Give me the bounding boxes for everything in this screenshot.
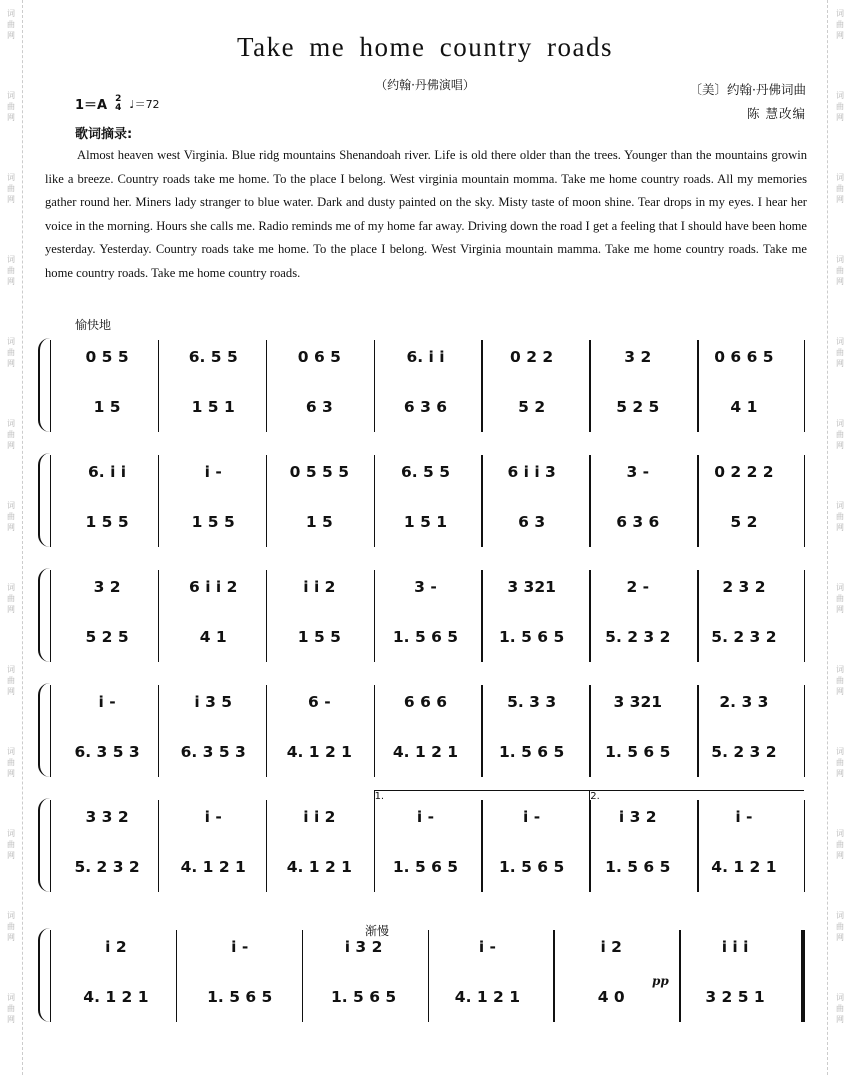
measure: i i i <box>721 938 749 956</box>
bass-line <box>54 511 797 533</box>
measure: 0 2 2 2 <box>714 463 774 481</box>
measure: 1. 5 6 5 <box>207 988 273 1006</box>
barline <box>801 930 805 1022</box>
measure: 5 2 <box>730 513 758 531</box>
watermark-text: 词 曲 网 <box>7 747 15 778</box>
watermark-text: 词 曲 网 <box>7 255 15 286</box>
measure: 3 - <box>626 463 650 481</box>
measure: 5 2 <box>518 398 546 416</box>
measure: 1 5 5 <box>191 513 235 531</box>
measure: 6 i i 2 <box>189 578 238 596</box>
measure: 5 2 5 <box>85 628 129 646</box>
bass-line <box>54 741 797 763</box>
lyrics-heading: 歌词摘录: <box>75 127 133 142</box>
watermark-text: 词 曲 网 <box>836 501 844 532</box>
barline <box>50 800 51 892</box>
melody-line <box>54 691 797 713</box>
measure: 1 5 <box>305 513 333 531</box>
measure: i i 2 <box>303 808 336 826</box>
measure: 5. 2 3 2 <box>74 858 140 876</box>
watermark-text: 词 曲 网 <box>836 173 844 204</box>
measure: i - <box>204 808 222 826</box>
measure: 1. 5 6 5 <box>392 858 459 876</box>
score-system <box>42 930 805 1022</box>
measure: 1. 5 6 5 <box>499 858 565 876</box>
time-signature <box>115 95 121 113</box>
watermark-text: 词 曲 网 <box>7 173 15 204</box>
barline <box>50 930 51 1022</box>
measure: 0 6 6 5 <box>714 348 774 366</box>
lyrics-excerpt: Almost heaven west Virginia. Blue ridg mountains Shenandoah river. Life is old there older than the trees. Younger than the mountains growin like a breeze. Country roads take me home. To the place I belong. West virginia mountain momma. Take me home country roads. All my memories gather round her. Miners lady stranger to blue water. Dark and dusty painted on the sky. Misty taste of moon shine. Tear drops in my eyes. I hear her voice in the morning. Hours she calls me. Radio reminds me of my home far away. Driving down the road I get a feeling that I should have been home yesterday. Yesterday. Country roads take me home. To the place I belong. West Virginia mountain mamma. Take me home country roads. Take me home country roads. Take me home country roads. <box>45 148 807 280</box>
measure: i 3 2 <box>344 938 383 956</box>
song-title: Take me home country roads <box>236 32 613 62</box>
measure: i 3 2 <box>618 808 657 826</box>
bass-line <box>54 396 797 418</box>
measure: 0 2 2 <box>510 348 554 366</box>
measure: 1 5 1 <box>191 398 235 416</box>
measure: 3 321 <box>507 578 556 596</box>
performer-subtitle: （约翰·丹佛演唱） <box>375 78 475 92</box>
watermark-text: 词 曲 网 <box>7 911 15 942</box>
measure: 1. 5 6 5 <box>605 743 671 761</box>
measure: i 2 <box>105 938 127 956</box>
score-system <box>42 455 805 547</box>
measure: i - <box>478 938 496 956</box>
arranger-credit: 陈 慧改编 <box>747 106 806 121</box>
measure: i 3 5 <box>194 693 233 711</box>
measure: i i 2 <box>303 578 336 596</box>
measure: 4. 1 2 1 <box>83 988 149 1006</box>
measure: 6 3 6 <box>616 513 660 531</box>
watermark-text: 词 曲 网 <box>7 9 15 40</box>
watermark-text: 词 曲 网 <box>7 91 15 122</box>
watermark-text: 词 曲 网 <box>7 419 15 450</box>
expression-ritardando: 渐慢 <box>365 924 390 938</box>
measure: i - <box>735 808 753 826</box>
barline <box>804 800 805 892</box>
measure: 5. 2 3 2 <box>711 743 777 761</box>
measure: 1 5 5 <box>297 628 341 646</box>
measure: 3 - <box>414 578 437 596</box>
measure: 6. 5 5 <box>400 463 451 481</box>
score-system <box>42 685 805 777</box>
barline <box>50 685 51 777</box>
watermark-text: 词 曲 网 <box>7 829 15 860</box>
measure: 3 2 5 1 <box>705 988 765 1006</box>
measure: 6. 3 5 3 <box>180 743 246 761</box>
key-and-tempo <box>75 94 160 113</box>
watermark-text: 词 曲 网 <box>7 583 15 614</box>
time-signature-numerator: 2 <box>115 93 122 104</box>
watermark-text: 词 曲 网 <box>836 911 844 942</box>
bass-line <box>54 626 797 648</box>
melody-line <box>54 461 797 483</box>
measure: 6 3 6 <box>403 398 448 416</box>
melody-line <box>54 346 797 368</box>
barline <box>804 455 805 547</box>
measure: i - <box>98 693 116 711</box>
measure: 6 3 <box>518 513 546 531</box>
melody-line <box>54 576 797 598</box>
measure: 6 i i 3 <box>507 463 556 481</box>
measure: i - <box>416 808 435 826</box>
volta-second-ending: 2. <box>589 790 804 801</box>
measure: 4. 1 2 1 <box>392 743 459 761</box>
measure: 1. 5 6 5 <box>499 743 565 761</box>
tempo-marking: ♩＝72 <box>129 97 160 111</box>
measure: 4. 1 2 1 <box>286 858 352 876</box>
measure: i - <box>231 938 249 956</box>
melody-line <box>54 936 797 958</box>
watermark-strip-right <box>827 0 850 1075</box>
score-system <box>42 570 805 662</box>
volta-first-ending: 1. <box>374 790 591 801</box>
measure: 1 5 1 <box>403 513 448 531</box>
measure: 1. 5 6 5 <box>330 988 397 1006</box>
measure: 5. 2 3 2 <box>711 628 777 646</box>
barline <box>804 340 805 432</box>
watermark-strip-left <box>0 0 23 1075</box>
melody-line <box>54 806 797 828</box>
barline <box>50 340 51 432</box>
watermark-text: 词 曲 网 <box>836 255 844 286</box>
dynamic-pianissimo: pp <box>652 974 669 988</box>
measure: 2 - <box>626 578 650 596</box>
measure: 2. 3 3 <box>719 693 769 711</box>
score-system <box>42 791 805 892</box>
watermark-text: 词 曲 网 <box>836 419 844 450</box>
watermark-text: 词 曲 网 <box>836 91 844 122</box>
measure: 1. 5 6 5 <box>605 858 671 876</box>
measure: i - <box>523 808 541 826</box>
barline <box>804 570 805 662</box>
measure: 4 0 <box>597 988 625 1006</box>
watermark-text: 词 曲 网 <box>836 9 844 40</box>
measure: 0 5 5 5 <box>289 463 350 481</box>
watermark-text: 词 曲 网 <box>836 665 844 696</box>
measure: 0 5 5 <box>85 348 129 366</box>
measure: 1 5 5 <box>85 513 129 531</box>
measure: 1. 5 6 5 <box>392 628 459 646</box>
score-system <box>42 340 805 432</box>
watermark-text: 词 曲 网 <box>7 337 15 368</box>
watermark-text: 词 曲 网 <box>7 665 15 696</box>
barline <box>50 455 51 547</box>
measure: 4. 1 2 1 <box>711 858 777 876</box>
watermark-text: 词 曲 网 <box>836 337 844 368</box>
measure: 1 5 <box>93 398 121 416</box>
measure: 6. i i <box>406 348 445 366</box>
measure: 3 2 <box>624 348 652 366</box>
watermark-text: 词 曲 网 <box>7 501 15 532</box>
measure: 6 - <box>308 693 331 711</box>
watermark-text: 词 曲 网 <box>836 829 844 860</box>
expression-opening: 愉快地 <box>75 318 112 332</box>
measure: i - <box>204 463 222 481</box>
bass-line <box>54 856 797 878</box>
composer-credit: 〔美〕约翰·丹佛词曲 <box>689 82 806 97</box>
measure: 6 3 <box>305 398 333 416</box>
watermark-text: 词 曲 网 <box>836 583 844 614</box>
measure: 5. 2 3 2 <box>605 628 671 646</box>
measure: i 2 <box>600 938 622 956</box>
measure: 5. 3 3 <box>507 693 557 711</box>
measure: 1. 5 6 5 <box>499 628 565 646</box>
measure: 4. 1 2 1 <box>180 858 246 876</box>
watermark-text: 词 曲 网 <box>836 747 844 778</box>
measure: 4 1 <box>199 628 227 646</box>
watermark-text: 词 曲 网 <box>7 993 15 1024</box>
measure: 6. i i <box>88 463 127 481</box>
key-signature: 1＝A <box>75 98 108 113</box>
measure: 2 3 2 <box>722 578 766 596</box>
measure: 6 6 6 <box>403 693 448 711</box>
watermark-text: 词 曲 网 <box>836 993 844 1024</box>
measure: 3 3 2 <box>85 808 129 826</box>
time-signature-denominator: 4 <box>115 102 122 113</box>
measure: 3 321 <box>613 693 663 711</box>
measure: 5 2 5 <box>616 398 660 416</box>
barline <box>804 685 805 777</box>
measure: 6. 3 5 3 <box>74 743 140 761</box>
measure: 6. 5 5 <box>188 348 238 366</box>
measure: 4. 1 2 1 <box>454 988 520 1006</box>
measure: 4. 1 2 1 <box>286 743 352 761</box>
measure: 4 1 <box>730 398 758 416</box>
measure: 0 6 5 <box>297 348 341 366</box>
barline <box>50 570 51 662</box>
bass-line <box>54 986 797 1008</box>
measure: 3 2 <box>93 578 121 596</box>
